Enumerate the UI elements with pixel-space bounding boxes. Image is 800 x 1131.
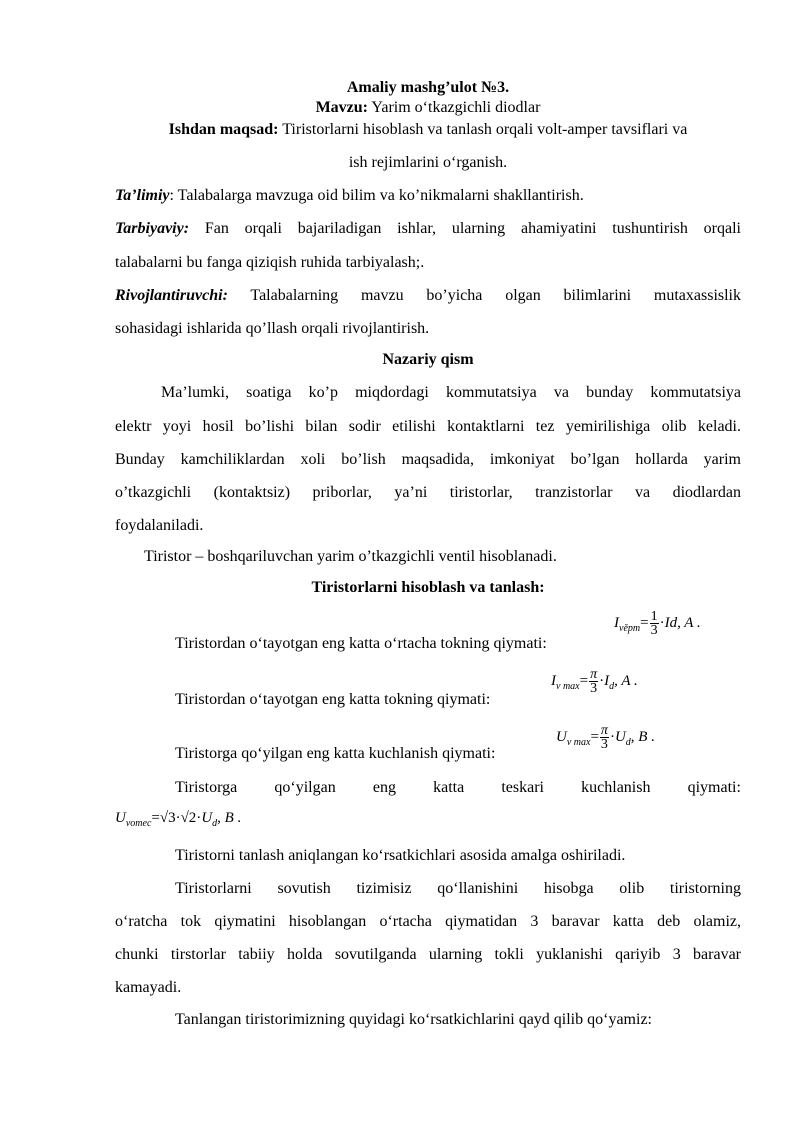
objective-talimiy [115,186,741,206]
formula-3: $U_{v max}=$ $\frac{\pi}{3}$ $\cdot U_d$, B . [556,723,655,752]
formula-3-sub: v max [566,736,591,748]
objective-rivoj-2: sohasidagi ishlarida qo’llash orqali rivojlantirish. [115,320,430,337]
theory-p1-line2: elektr yoyi hosil bo’lishi bilan sodir etilishi kontaktlarni tez yemirilishiga olib keladi. [115,418,741,435]
tarbiyaviy-label: Tarbiyaviy: [115,220,190,237]
formula-2-var: I [551,672,556,689]
calc-heading: Tiristorlarni hisoblash va tanlash: [311,579,545,596]
formula-1-sub: věpm [619,622,641,634]
formula-2-tail-sub: d [609,680,615,692]
formula-2-text: Tiristordan o‘tayotgan eng katta tokning qiymati: [175,691,491,708]
formula-1-text: Tiristordan o‘tayotgan eng katta o‘rtacha tokning qiymati: [175,635,547,652]
formula-2-fraction: $\frac{\pi}{3}$ [590,667,598,696]
formula-1-tail: , A . [677,614,701,631]
f4-word: katta [433,779,465,796]
goal-text-1: Tiristorlarni hisoblash va tanlash orqali volt-amper tavsiflari va [282,121,688,138]
theory-p1-line5: foydalaniladi. [115,517,204,534]
f4-word: teskari [501,779,544,796]
formula-3-var: U [556,728,567,745]
formula-4-tail: , B . [217,810,242,826]
theory-p1-line3: Bunday kamchiliklardan xoli bo’lish maqsadida, imkoniyat bo’lgan hollarda yarim [115,451,741,468]
topic-line [115,98,741,118]
formula-1-var: I [614,614,619,631]
formula-1-fraction: $\frac{1}{3}$ [650,609,658,638]
formula-2: $I_{v max}=$ $\frac{\pi}{3}$ $\cdot I_d$, A . [551,667,638,696]
formula-3-text: Tiristorga qo‘yilgan eng katta kuchlanish qiymati: [175,745,496,762]
topic-value: Yarim o‘tkazgichli diodlar [371,99,541,116]
formula-4-text [175,778,741,798]
theory-p1-line1: Ma’lumki, soatiga ko’p miqdordagi kommutatsiya va bunday kommutatsiya [161,384,741,401]
cool-line-3: chunki tirstorlar tabiiy holda sovutilganda ularning tokli yuklanishi qariyib 3 baravar [115,946,741,963]
cool-line-4: kamayadi. [115,979,182,996]
formula-3-fraction: $\frac{\pi}{3}$ [600,723,608,752]
f4-word: kuchlanish [581,779,651,796]
f4-word: Tiristorga [175,779,238,796]
formula-1-tail-var: Id [664,614,678,631]
goal-line-1 [108,120,748,140]
formula-2-tail: , A . [614,672,638,689]
f4-word: eng [372,779,396,796]
objective-rivoj-1 [115,286,741,306]
formula-4 [115,810,241,832]
f4-word: qiymati: [687,779,741,796]
formula-4-tail-sub: d [212,818,218,829]
rivoj-text-1: Talabalarning mavzu bo’yicha olgan bilimlarini mutaxassislik [227,287,741,304]
rivoj-label: Rivojlantiruvchi: [115,287,228,304]
formula-2-tail-var: I [604,672,610,689]
formula-1: $I_{věpm}=$ $\frac{1}{3}$ ·Id, A . [614,609,701,638]
theory-p2: Tiristor – boshqariluvchan yarim o’tkazgichli ventil hisoblanadi. [144,548,557,565]
formula-1-eq: = [640,614,649,631]
formula-3-tail: , B . [630,728,655,745]
last-paragraph: Tanlangan tiristorimizning quyidagi ko‘rsatkichlarini qayd qilib qo‘yamiz: [175,1011,652,1028]
formula-3-tail-sub: d [625,736,631,748]
formula-3-tail-var: U [614,728,626,745]
cool-line-2: o‘ratcha tok qiymatini hisoblangan o‘rtacha qiymatidan 3 baravar katta deb olamiz, [115,913,741,930]
talimiy-text: : Talabalarga mavzuga oid bilim va ko’nikmalarni shakllantirish. [169,187,584,204]
goal-label: Ishdan maqsad: [168,121,279,138]
talimiy-label: Ta’limiy [115,187,170,204]
formula-2-sub: v max [556,680,580,692]
formula-4-tail-var: U [201,810,213,826]
page-title: Amaliy mashg’ulot №3. [346,79,510,96]
objective-tarbiyaviy-1 [115,219,741,239]
topic-label: Mavzu: [315,99,368,116]
formula-4-expr: =√3·√2· [151,810,202,826]
cool-line-1: Tiristorlarni sovutish tizimisiz qo‘llanishini hisobga olib tiristorning [175,880,741,897]
formula-4-var: U [115,810,126,826]
f4-word: qo‘yilgan [274,779,336,796]
formula-3-eq: = [590,728,599,745]
select-paragraph: Tiristorni tanlash aniqlangan ko‘rsatkichlari asosida amalga oshiriladi. [175,847,626,864]
goal-line-2: ish rejimlarini o‘rganish. [348,154,508,171]
theory-heading: Nazariy qism [382,351,474,368]
objective-tarbiyaviy-2: talabalarni bu fanga qiziqish ruhida tarbiyalash;. [115,254,425,271]
tarbiyaviy-text-1: Fan orqali bajariladigan ishlar, ularning ahamiyatini tushuntirish orqali [189,220,741,237]
formula-2-eq: = [579,672,589,689]
theory-p1-line4: o’tkazgichli (kontaktsiz) priborlar, ya’ni tiristorlar, tranzistorlar va diodlardan [115,484,741,501]
formula-4-sub: vomec [125,818,152,829]
